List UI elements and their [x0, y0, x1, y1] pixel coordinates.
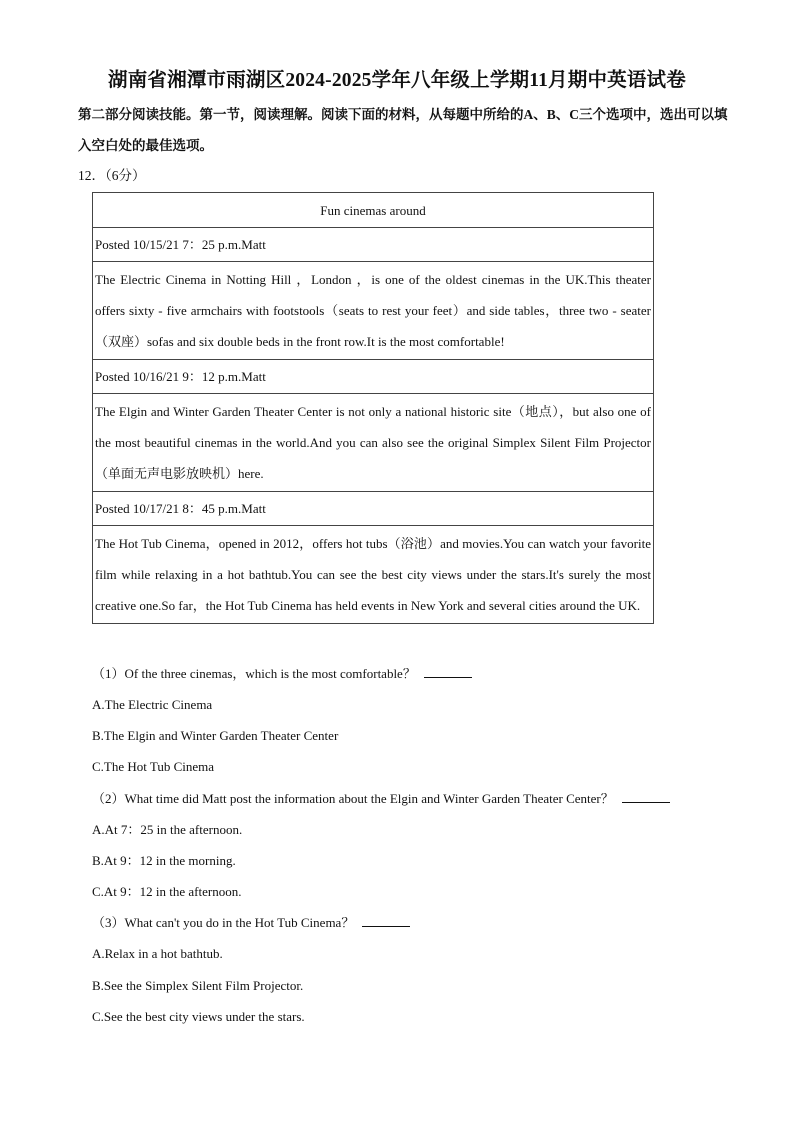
- page-title: 湖南省湘潭市雨湖区2024-2025学年八年级上学期11月期中英语试卷: [108, 70, 686, 91]
- post-text: The Hot Tub Cinema，opened in 2012，offers hot tubs（浴池）and movies.You can watch your favorite film while relaxing in a hot bathtub.You can see the best city views under the stars.It's surely the most creative one.So far，the Hot Tub Cinema has held events in New York and several cities around the UK.: [93, 526, 654, 624]
- cinema-posts-table: [92, 192, 654, 624]
- post-meta: Posted 10/16/21 9：12 p.m.Matt: [93, 360, 654, 394]
- option: C.See the best city views under the stars.: [92, 1009, 305, 1024]
- answer-blank: [622, 790, 670, 803]
- stem-text: （3）What can't you do in the Hot Tub Cinema？: [92, 915, 355, 930]
- option: B.The Elgin and Winter Garden Theater Center: [92, 728, 339, 743]
- post-meta: Posted 10/17/21 8：45 p.m.Matt: [93, 492, 654, 526]
- option: C.The Hot Tub Cinema: [92, 759, 215, 774]
- question-stem: [92, 789, 670, 809]
- stem-text: （1）Of the three cinemas，which is the most comfortable？: [92, 666, 416, 681]
- answer-blank: [424, 665, 472, 678]
- stem-text: （2）What time did Matt post the information about the Elgin and Winter Garden Theater Center？: [92, 791, 614, 806]
- table-header: Fun cinemas around: [93, 193, 654, 228]
- post-text: The Electric Cinema in Notting Hill ，London ，is one of the oldest cinemas in the UK.This theater offers sixty - five armchairs with footstools（seats to rest your feet）and side tables，three two - seater（双座）sofas and six double beds in the front row.It is the most comfortable!: [93, 262, 654, 360]
- answer-blank: [362, 914, 410, 927]
- option: A.The Electric Cinema: [92, 697, 213, 712]
- option: B.At 9：12 in the morning.: [92, 853, 236, 868]
- question-stem: [92, 664, 472, 684]
- post-meta: Posted 10/15/21 7：25 p.m.Matt: [93, 228, 654, 262]
- post-text: The Elgin and Winter Garden Theater Center is not only a national historic site（地点），but also one of the most beautiful cinemas in the world.And you can also see the original Simplex Silent Film Projector（单面无声电影放映机）here.: [93, 394, 654, 492]
- question-stem: [92, 913, 410, 933]
- question-number: 12．（6分）: [78, 168, 146, 183]
- option: A.Relax in a hot bathtub.: [92, 946, 223, 961]
- section-instructions: 第二部分阅读技能。第一节，阅读理解。阅读下面的材料，从每题中所给的A、B、C三个选项中，选出可以填入空白处的最佳选项。: [78, 107, 728, 153]
- option: C.At 9：12 in the afternoon.: [92, 884, 242, 899]
- option: B.See the Simplex Silent Film Projector.: [92, 978, 304, 993]
- option: A.At 7：25 in the afternoon.: [92, 822, 243, 837]
